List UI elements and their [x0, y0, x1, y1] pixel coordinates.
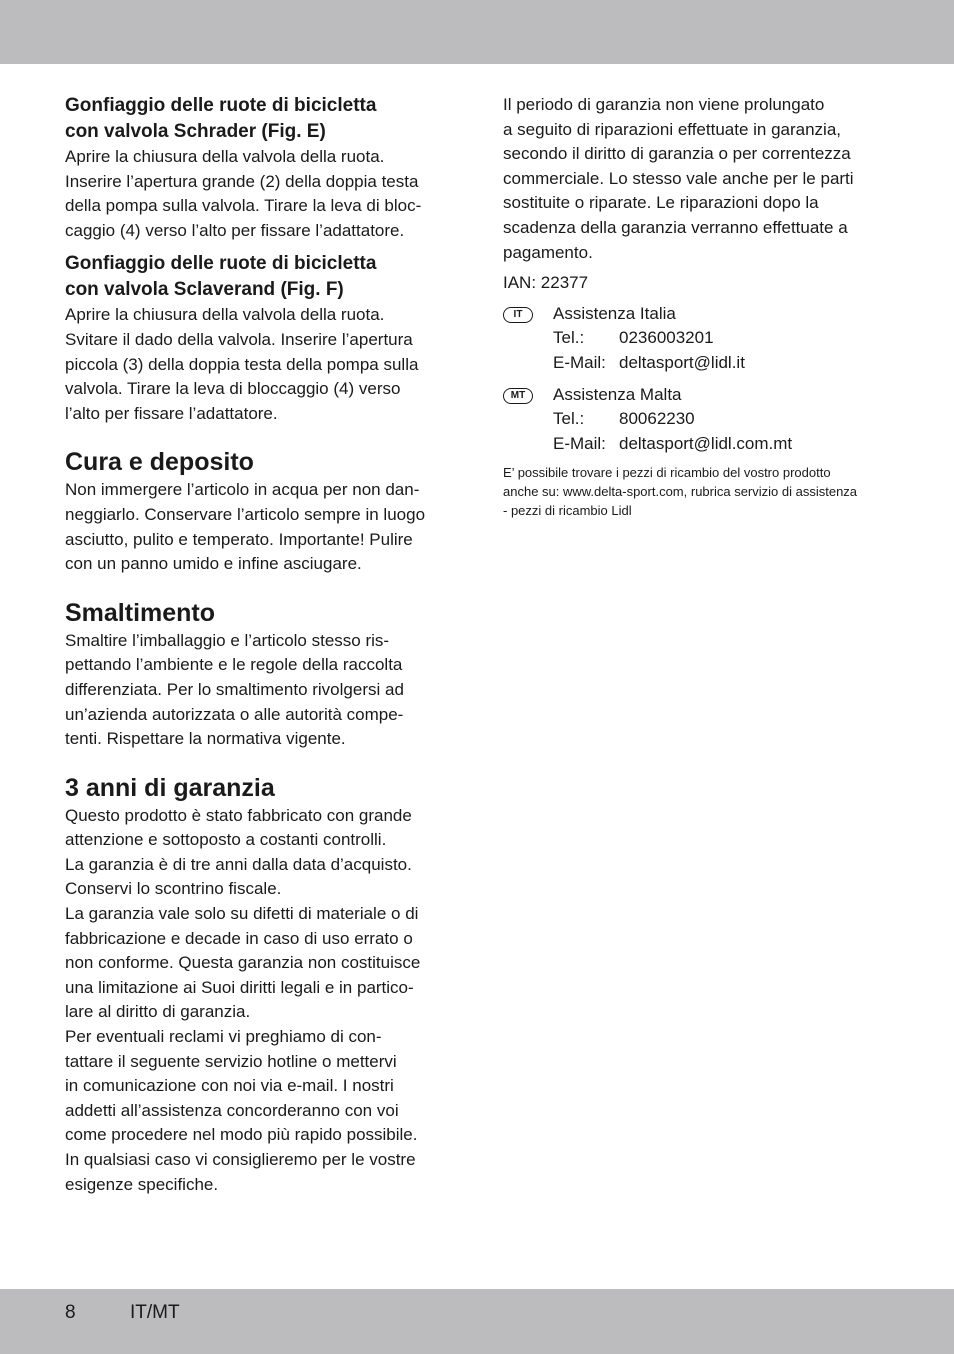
contact-malta-mail: E-Mail: deltasport@lidl.com.mt [553, 433, 793, 453]
care-text: Non immergere l’articolo in acqua per non dan- neggiarlo. Conservare l’articolo sempre in luogo asciutto, pulito e temperato. Importante! Pulire con un panno umido e infine asciugare. [65, 480, 426, 574]
contact-italy-name: Assistenza Italia [553, 303, 676, 323]
italy-flag-icon: IT [503, 307, 533, 323]
contact-italy-mail: E-Mail: deltasport@lidl.it [553, 352, 745, 372]
contact-italy [503, 302, 893, 376]
warranty-extension-text: Il periodo di garanzia non viene prolungato a seguito di riparazioni effettuate in garanzia, secondo il diritto di garanzia o per correntezza commerciale. Lo stesso vale anche per le parti sostituite o riparate. Le riparazioni dopo la scadenza della garanzia verranno effettuate a pagamento. [503, 95, 854, 262]
warranty-title: 3 anni di garanzia [65, 773, 275, 802]
contact-malta [503, 383, 893, 457]
disposal-title: Smaltimento [65, 598, 216, 627]
sclaverand-text: Aprire la chiusura della valvola della ruota. Svitare il dado della valvola. Inserire l’apertura piccola (3) della doppia testa della pompa sulla valvola. Tirare la leva di bloccaggio (4) verso l’alto per fissare l’adattatore. [65, 305, 419, 423]
left-column [65, 93, 455, 1197]
warranty-section [65, 772, 455, 1198]
contact-italy-tel: Tel.: 0236003201 [553, 328, 714, 348]
care-title: Cura e deposito [65, 448, 254, 477]
header-band [0, 0, 954, 64]
warranty-text: Questo prodotto è stato fabbricato con grande attenzione e sottoposto a costanti controlli. La garanzia è di tre anni dalla data d’acquisto. Conservi lo scontrino fiscale. La garanzia vale solo su difetti di materiale o di fabbricazione e decade in caso di uso errato o non conforme. Questa garanzia non costituisce una limitazione ai Suoi diritti legali e in partico- lare al diritto di garanzia. Per eventuali reclami vi preghiamo di con- tattare il seguente servizio hotline o mettervi in comunicazione con noi via e-mail. I nostri addetti all’assistenza concorderanno con voi come procedere nel modo più rapido possibile. In qualsiasi caso vi consiglieremo per le vostre esigenze specifiche. [65, 805, 421, 1194]
care-section [65, 446, 455, 576]
ian-number: IAN: 22377 [503, 273, 589, 293]
disposal-text: Smaltire l’imballaggio e l’articolo stesso ris- pettando l’ambiente e le regole della raccolta differenziata. Per lo smaltimento rivolgersi ad un’azienda autorizzata o alle autorità compe- tenti. Rispettare la normativa vigente. [65, 630, 404, 749]
contact-malta-name: Assistenza Malta [553, 384, 682, 404]
sclaverand-heading: Gonfiaggio delle ruote di bicicletta con valvola Sclaverand (Fig. F) [65, 253, 377, 301]
schrader-heading: Gonfiaggio delle ruote di bicicletta con valvola Schrader (Fig. E) [65, 95, 377, 142]
malta-flag-icon: MT [503, 388, 533, 404]
contact-malta-tel: Tel.: 80062230 [553, 409, 695, 429]
language-code: IT/MT [130, 1302, 180, 1323]
schrader-section [65, 93, 455, 243]
right-column [503, 93, 893, 520]
disposal-section [65, 597, 455, 752]
page-number: 8 [65, 1302, 76, 1323]
spare-parts-note: E’ possibile trovare i pezzi di ricambio del vostro prodotto anche su: www.delta-sport.com, rubrica servizio di assistenza - pezzi di ricambio Lidl [503, 465, 858, 519]
schrader-text: Aprire la chiusura della valvola della ruota. Inserire l’apertura grande (2) della doppia testa della pompa sulla valvola. Tirare la leva di bloc- caggio (4) verso l’alto per fissare l’adattatore. [65, 147, 422, 240]
sclaverand-section [65, 251, 455, 426]
